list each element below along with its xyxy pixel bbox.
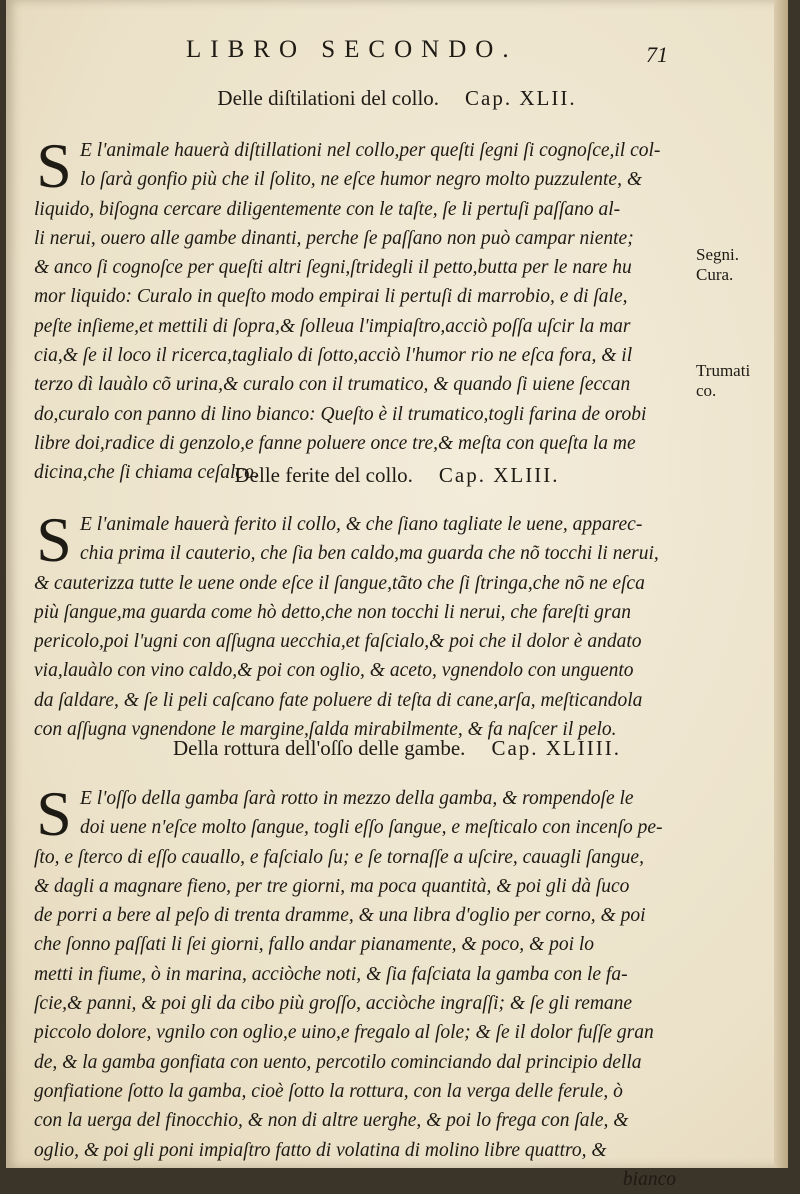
chapter-heading-43 <box>6 463 788 488</box>
running-head <box>6 36 788 76</box>
text-line: liquido, biſogna cercare diligentemente con le taſte, ſe li pertuſi paſſano al- <box>34 198 621 220</box>
book-page <box>6 0 788 1190</box>
text-line: lo ſarà gonfio più che il ſolito, ne eſce humor negro molto puzzulente, & <box>80 169 643 191</box>
text-line: & cauterizza tutte le uene onde eſce il ſangue,tãto che ſi ſtringa,che nõ ne eſca <box>34 572 645 594</box>
chapter-body-42 <box>34 130 694 488</box>
text-line: terzo dì lauàlo cõ urina,& curalo con il trumatico, & quando ſi uiene ſeccan <box>34 374 631 396</box>
text-line: pericolo,poi l'ugni con aſſugna uecchia,et faſcialo,& poi che il dolor è andato <box>34 631 642 653</box>
drop-cap: S <box>36 130 72 201</box>
text-line: chia prima il cauterio, che ſia ben caldo,ma guarda che nõ tocchi li nerui, <box>80 543 659 565</box>
text-line: con aſſugna vgnendone le margine,ſalda mirabilmente, & fa naſcer il pelo. <box>34 719 617 741</box>
text-line: metti in fiume, ò in marina, acciòche noti, & ſia faſciata la gamba con le fa- <box>34 963 628 985</box>
drop-cap: S <box>36 504 72 575</box>
chapter-title: Delle diſtilationi del collo. <box>217 86 440 110</box>
chapter-number: Cap. XLIII. <box>438 463 560 487</box>
text-line: doi uene n'eſce molto ſangue, togli eſſo ſangue, e meſticalo con incenſo pe- <box>80 817 663 839</box>
text-line: cia,& ſe il loco il ricerca,taglialo di ſotto,acciò l'humor rio ne eſca fora, & il <box>34 345 633 367</box>
text-line: de porri a bere al peſo di trenta dramme, & una libra d'oglio per corno, & poi <box>34 905 646 927</box>
text-line: oglio, & poi gli poni impiaſtro fatto di volatina di molino libre quattro, & <box>34 1139 607 1161</box>
text-line: da ſaldare, & ſe li peli caſcano fate poluere di teſta di cane,arſa, meſticandola <box>34 689 643 711</box>
chapter-title: Delle ferite del collo. <box>234 463 413 487</box>
text-line: ſcie,& panni, & poi gli da cibo più groſſo, acciòche ingraſſi; & ſe gli remane <box>34 993 633 1015</box>
text-line: dicina,che ſi chiama ceſalco. <box>34 462 259 484</box>
catchword: bianco <box>622 1168 676 1190</box>
text-line: via,lauàlo con vino caldo,& poi con oglio, & aceto, vgnendolo con unguento <box>34 660 634 682</box>
chapter-number: Cap. XLII. <box>465 86 577 110</box>
running-title: LIBRO SECONDO. <box>186 36 518 63</box>
text-line: E l'oſſo della gamba ſarà rotto in mezzo della gamba, & rompendoſe le <box>80 788 634 809</box>
text-line: più ſangue,ma guarda come hò detto,che non tocchi li nerui, che fareſti gran <box>34 601 631 623</box>
text-line: E l'animale hauerà ferito il collo, & che ſiano tagliate le uene, apparec- <box>80 514 643 535</box>
chapter-number: Cap. XLIIII. <box>491 736 621 760</box>
chapter-title: Della rottura dell'oſſo delle gambe. <box>173 736 466 760</box>
text-line: E l'animale hauerà diſtillationi nel collo,per queſti ſegni ſi cognoſce,il col- <box>80 140 661 161</box>
text-line: che ſonno paſſati li ſei giorni, fallo andar pianamente, & poco, & poi lo <box>34 934 595 956</box>
text-line: libre doi,radice di genzolo,e fanne poluere once tre,& meſta con queſta la me <box>34 432 636 454</box>
margin-note-trumatico-cont: co. <box>696 381 717 400</box>
text-line: gonfiatione ſotto la gamba, cioè ſotto la rottura, con la verga delle ferule, ò <box>34 1080 623 1102</box>
margin-note-cura: Cura. <box>696 265 734 284</box>
text-line: ſto, e ſterco di eſſo cauallo, e faſcialo ſu; e ſe tornaſſe a uſcire, cauagli ſangue, <box>34 846 644 868</box>
margin-note-trumatico: Trumati <box>696 361 751 380</box>
text-line: peſte inſieme,et mettili di ſopra,& ſolleua l'impiaſtro,acciò poſſa uſcir la mar <box>34 315 631 337</box>
text-line: li nerui, ouero alle gambe dinanti, perche ſe paſſano non può campar niente; <box>34 227 634 249</box>
chapter-heading-44 <box>6 736 788 761</box>
text-line: de, & la gamba gonfiata con uento, percotilo cominciando dal principio della <box>34 1051 642 1073</box>
text-line: & anco ſi cognoſce per queſti altri ſegni,ſtridegli il petto,butta per le nare hu <box>34 257 632 279</box>
text-line: con la uerga del finocchio, & non di altre uerghe, & poi lo frega con ſale, & <box>34 1110 629 1132</box>
text-line: piccolo dolore, vgnilo con oglio,e uino,e fregalo al ſole; & ſe il dolor fuſſe gran <box>34 1022 654 1044</box>
text-line: & dagli a magnare fieno, per tre giorni, ma poca quantità, & poi gli dà ſuco <box>34 875 630 897</box>
text-line: mor liquido: Curalo in queſto modo empirai li pertuſi di marrobio, e di ſale, <box>34 286 628 308</box>
margin-note-segni: Segni. <box>696 245 739 264</box>
page-number: 71 <box>646 42 668 67</box>
chapter-heading-42 <box>6 86 788 111</box>
text-line: do,curalo con panno di lino bianco: Queſto è il trumatico,togli farina de orobi <box>34 403 647 425</box>
chapter-body-44 <box>34 778 694 1194</box>
page-edge <box>774 0 788 1168</box>
chapter-body-43 <box>34 504 694 744</box>
drop-cap: S <box>36 778 72 849</box>
